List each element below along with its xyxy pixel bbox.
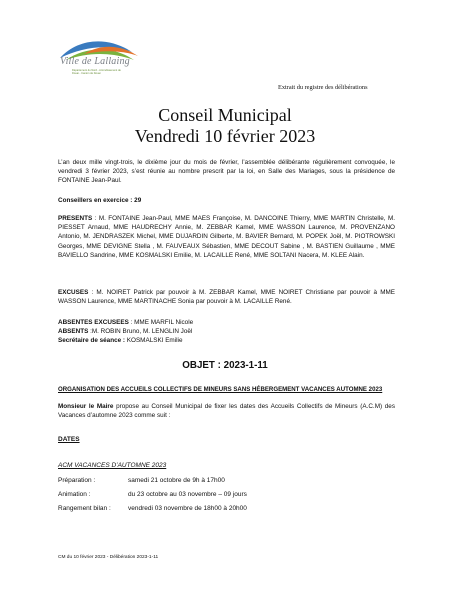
presents-list: : M. FONTAINE Jean-Paul, MME MAES Françoise, M. DANCOINE Thierry, MME MARTIN Christelle, M. PIESSET Arnaud, MME HAUDRECHY Annie, M. ZEBBAR Kamel, MME WASSON Laurence, M. PROVENZANO Antonio, M. JENDRASZEK Michel, MME DUJARDIN Gilberte, M. BAVIER Bernard, M. POPEK Joël, M. PIOTROWSKI Georges, MME DEVIGNE Stella , M. FAUVEAUX Sébastien, MME DECOUT Sabine , M. BASTIEN Guillaume , MME BAVIELLO Sandrine, MME KOSMALSKI Emilie, M. LACAILLE René, MME SOLTANI Nacera, M. KLEE Alain. (58, 215, 395, 259)
acm-heading: ACM VACANCES D’AUTOMNE 2023 (58, 462, 167, 469)
excuses-label: EXCUSES (58, 289, 89, 296)
proposal-label: Monsieur le Maire (58, 403, 114, 410)
proposal-paragraph (58, 402, 395, 420)
presents-paragraph (58, 214, 395, 260)
dates-heading: DATES (58, 436, 80, 443)
logo-city-name: Ville de Lallaing (60, 56, 130, 67)
secretary-label: Secrétaire de séance : (58, 337, 126, 344)
logo-subtitle: Département du Nord - Arrondissement de Douai - Canton de Douai (72, 69, 121, 76)
schedule-value: vendredi 03 novembre de 18h00 à 20h00 (128, 505, 247, 512)
excused-absent-line (58, 318, 395, 327)
excused-absent-label: ABSENTES EXCUSEES (58, 319, 129, 326)
presents-label: PRESENTS (58, 215, 93, 222)
absent-line (58, 327, 395, 336)
schedule-label: Animation : (58, 491, 91, 498)
excuses-list: : M. NOIRET Patrick par pouvoir à M. ZEBBAR Kamel, MME NOIRET Christiane par pouvoir à MME WASSON Laurence, MME MARTINACHE Sonia par pouvoir à M. LACAILLE René. (58, 289, 395, 306)
absent-list: :M. ROBIN Bruno, M. LENGLIN Joël (88, 328, 193, 335)
absent-label: ABSENTS (58, 328, 89, 335)
excused-absent-list: : MME MARFIL Nicole (128, 319, 194, 326)
document-title: Conseil Municipal (158, 105, 292, 125)
schedule-label: Préparation : (58, 477, 96, 484)
registry-extract-label: Extrait du registre des délibérations (278, 84, 368, 91)
document-date: Vendredi 10 février 2023 (134, 126, 316, 146)
page-footer: CM du 10 février 2023 - Délibération 2023-1-11 (58, 555, 159, 560)
schedule-label: Rangement bilan : (58, 505, 111, 512)
object-heading: OBJET : 2023-1-11 (182, 360, 268, 371)
proposal-text: propose au Conseil Municipal de fixer les dates des Accueils Collectifs de Mineurs (A.C.M) des Vacances d’automne 2023 comme suit : (58, 403, 395, 420)
organisation-heading: ORGANISATION DES ACCUEILS COLLECTIFS DE MINEURS SANS HÉBERGEMENT VACANCES AUTOMNE 2023 (58, 386, 383, 393)
secretary-line (58, 336, 395, 345)
secretary-name: KOSMALSKI Emilie (125, 337, 183, 344)
intro-paragraph: L’an deux mille vingt-trois, le dixième jour du mois de février, l’assemblée délibérante régulièrement convoquée, le vendredi 3 février 2023, s’est réunie au nombre prescrit par la loi, en Salle des Mariages, sous la présidence de FONTAINE Jean-Paul. (58, 159, 395, 185)
schedule-value: samedi 21 octobre de 9h à 17h00 (128, 477, 225, 484)
schedule-value: du 23 octobre au 03 novembre – 09 jours (128, 491, 247, 498)
excuses-paragraph (58, 288, 395, 306)
councillors-count: Conseillers en exercice : 29 (58, 197, 142, 204)
